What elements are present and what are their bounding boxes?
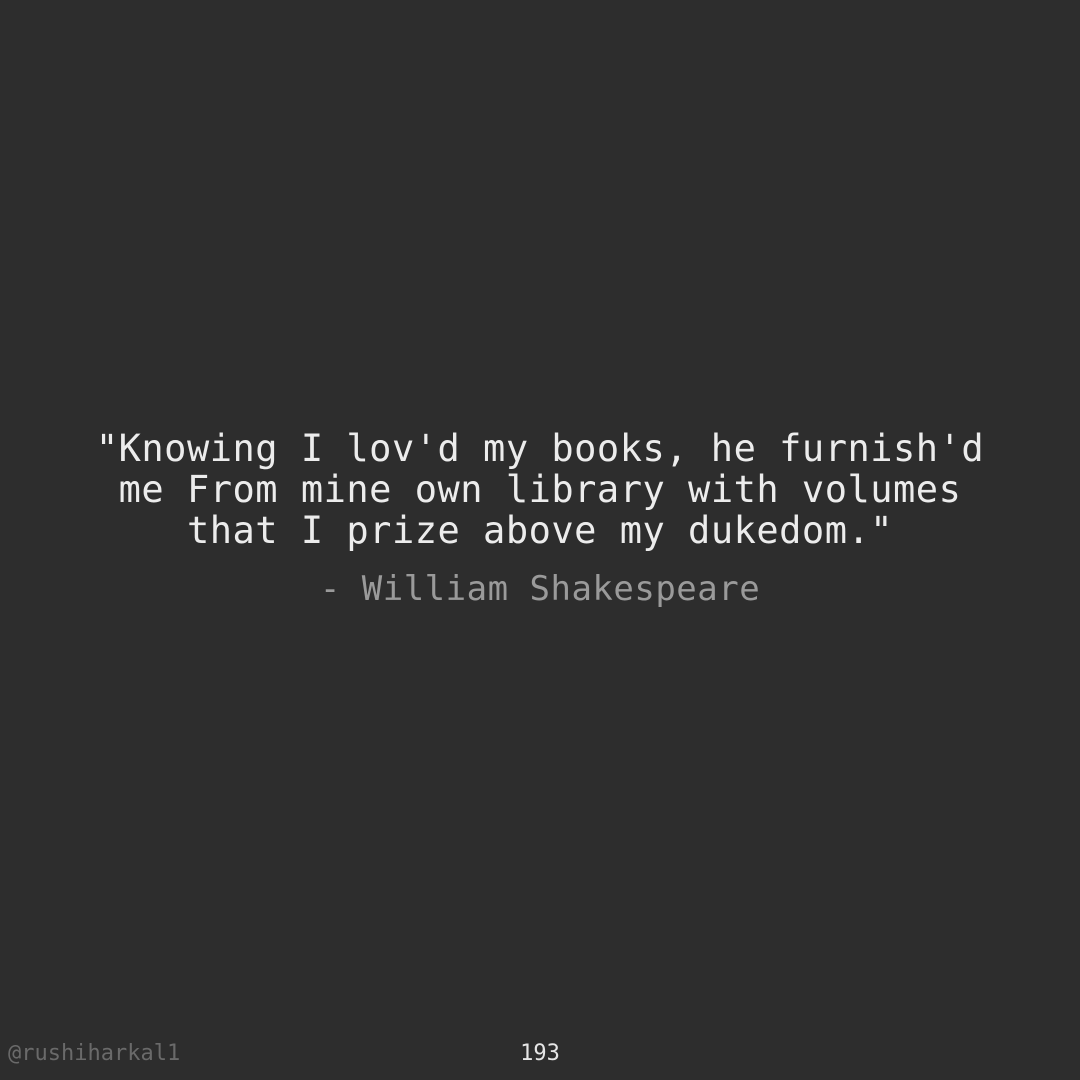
quote-text: "Knowing I lov'd my books, he furnish'd me From mine own library with volumes that I prize above my dukedom." [95, 427, 985, 552]
quote-author: - William Shakespeare [319, 569, 761, 609]
quote-block [0, 428, 1080, 609]
author-handle: @rushiharkal1 [8, 1041, 181, 1066]
page-number: 193 [520, 1041, 560, 1066]
